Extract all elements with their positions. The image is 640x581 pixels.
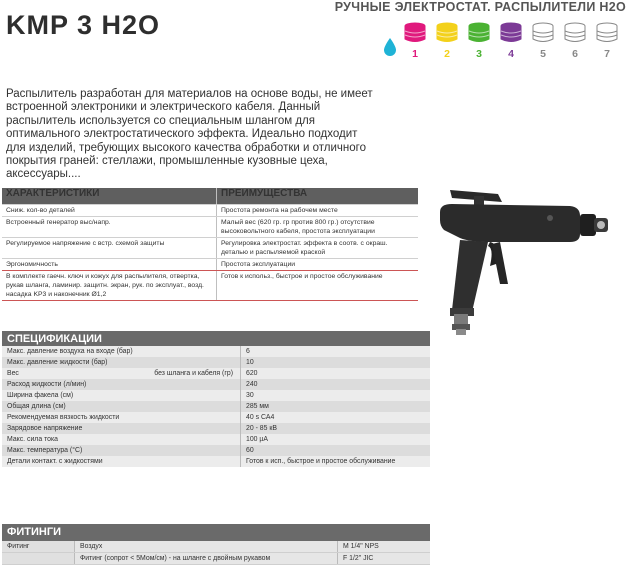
spec-label: Макс. давление воздуха на входе (бар) bbox=[2, 346, 241, 357]
spec-value: 60 bbox=[241, 445, 431, 456]
spec-value: 10 bbox=[241, 357, 431, 368]
spec-value: 6 bbox=[241, 346, 431, 357]
category-heading: РУЧНЫЕ ЭЛЕКТРОСТАТ. РАСПЫЛИТЕЛИ H2O bbox=[334, 0, 626, 14]
feature-cell: Регулируемое напряжение с встр. схемой защиты bbox=[2, 238, 217, 259]
spec-row bbox=[2, 445, 430, 456]
cup-number: 7 bbox=[604, 48, 610, 60]
advantage-cell: Простота ремонта на рабочем месте bbox=[217, 205, 419, 217]
fitting-desc: Фитинг (сопрот < 5Мом/см) - на шланге с двойным рукавом bbox=[75, 553, 338, 565]
advantage-cell: Регулировка электростат. эффекта в соотв. с окраш. деталью и распыляемой краской bbox=[217, 238, 419, 259]
cup-icon-7 bbox=[596, 22, 618, 44]
cup-icon-6 bbox=[564, 22, 586, 44]
feature-cell: Встроенный генератор выс/напр. bbox=[2, 217, 217, 238]
feature-cell: В комплекте гаечн. ключ и кожух для распылителя, отвертка, рукав шланга, ламинир. защитн. экран, рук. по эксплуат., возд. насадка KP3 и наконечник Ø1,2 bbox=[2, 271, 217, 301]
spec-row bbox=[2, 412, 430, 423]
spec-row bbox=[2, 401, 430, 412]
cup-number: 2 bbox=[444, 48, 450, 60]
specs-heading: СПЕЦИФИКАЦИИ bbox=[2, 331, 430, 348]
cup-number: 6 bbox=[572, 48, 578, 60]
advantages-header: ПРЕИМУЩЕСТВА bbox=[217, 188, 419, 205]
cup-number: 1 bbox=[412, 48, 418, 60]
cup-icon-1 bbox=[404, 22, 426, 44]
fitting-row bbox=[2, 553, 430, 565]
feature-row bbox=[2, 205, 418, 217]
fitting-size: F 1/2" JIC bbox=[338, 553, 431, 565]
spec-label: Вес без шланга и кабеля (гр) bbox=[2, 368, 241, 379]
features-header: ХАРАКТЕРИСТИКИ bbox=[2, 188, 217, 205]
spec-row bbox=[2, 357, 430, 368]
cup-icon-4 bbox=[500, 22, 522, 44]
cup-icon-5 bbox=[532, 22, 554, 44]
spec-value: 30 bbox=[241, 390, 431, 401]
advantage-cell: Готов к использ., быстрое и простое обслуживание bbox=[217, 271, 419, 301]
spec-label: Рекомендуемая вязкость жидкости bbox=[2, 412, 241, 423]
spec-row bbox=[2, 423, 430, 434]
feature-row bbox=[2, 238, 418, 259]
advantage-cell: Малый вес (620 гр. гр против 800 гр.) отсутствие высоковольтного кабеля, простота эксплуатации bbox=[217, 217, 419, 238]
spec-row bbox=[2, 346, 430, 357]
spec-sublabel: без шланга и кабеля (гр) bbox=[154, 370, 233, 377]
fitting-row bbox=[2, 541, 430, 553]
spec-value: 40 s CA4 bbox=[241, 412, 431, 423]
advantage-cell: Простота эксплуатации bbox=[217, 259, 419, 271]
spec-label: Ширина факела (см) bbox=[2, 390, 241, 401]
spec-value: 620 bbox=[241, 368, 431, 379]
spec-label: Макс. давление жидкости (бар) bbox=[2, 357, 241, 368]
spec-row bbox=[2, 379, 430, 390]
water-drop-icon bbox=[384, 38, 396, 56]
cup-number: 4 bbox=[508, 48, 514, 60]
fitting-desc: Воздух bbox=[75, 541, 338, 553]
spray-gun-image bbox=[430, 184, 620, 344]
spec-value: 100 µA bbox=[241, 434, 431, 445]
spec-label: Общая длина (см) bbox=[2, 401, 241, 412]
specs-table bbox=[2, 346, 430, 467]
spec-label: Макс. температура (°C) bbox=[2, 445, 241, 456]
cup-number: 3 bbox=[476, 48, 482, 60]
feature-cell: Эргономичность bbox=[2, 259, 217, 271]
feature-row bbox=[2, 217, 418, 238]
spec-value: 20 - 85 кВ bbox=[241, 423, 431, 434]
feature-row bbox=[2, 259, 418, 271]
fitting-size: M 1/4" NPS bbox=[338, 541, 431, 553]
fittings-heading: ФИТИНГИ bbox=[2, 524, 430, 541]
spec-row bbox=[2, 368, 430, 379]
fitting-type: Фитинг bbox=[2, 541, 75, 553]
cup-number: 5 bbox=[540, 48, 546, 60]
spec-value: 285 мм bbox=[241, 401, 431, 412]
spec-label: Расход жидкости (л/мин) bbox=[2, 379, 241, 390]
spec-row bbox=[2, 456, 430, 467]
feature-cell: Сниж. кол-во деталей bbox=[2, 205, 217, 217]
spec-value: Готов к исп., быстрое и простое обслуживание bbox=[241, 456, 431, 467]
fitting-type bbox=[2, 553, 75, 565]
cup-icon-3 bbox=[468, 22, 490, 44]
spec-row bbox=[2, 434, 430, 445]
spec-row bbox=[2, 390, 430, 401]
product-description: Распылитель разработан для материалов на основе воды, не имеет встроенной электроники и электрического кабеля. Данный распылитель используется со специальным шлангом для оптимального электростатического эффекта. Идеально подходит для изделий, требующих высокого качества обработки и отличного покрытия граней: стеллажи, промышленные кузовные цеха, аксессуары.... bbox=[6, 88, 373, 181]
product-title: KMP 3 H2O bbox=[6, 10, 161, 40]
spec-value: 240 bbox=[241, 379, 431, 390]
spec-label: Детали контакт. с жидкостями bbox=[2, 456, 241, 467]
spec-label: Зарядовое напряжение bbox=[2, 423, 241, 434]
cup-compatibility bbox=[404, 22, 618, 66]
fittings-table bbox=[2, 541, 430, 565]
features-table bbox=[2, 188, 418, 301]
spec-label: Макс. сила тока bbox=[2, 434, 241, 445]
feature-row bbox=[2, 271, 418, 301]
cup-icon-2 bbox=[436, 22, 458, 44]
